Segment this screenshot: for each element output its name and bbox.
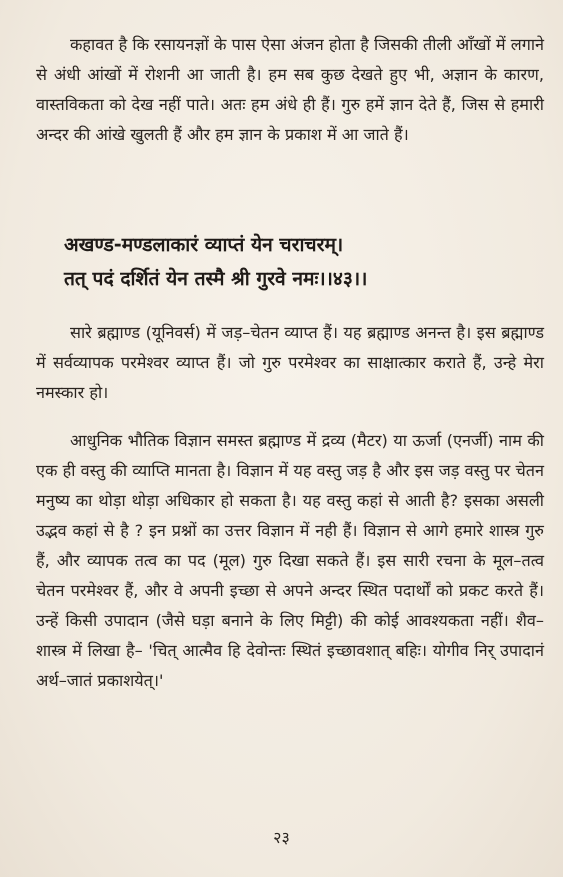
- intro-paragraph: कहावत है कि रसायनज्ञों के पास ऐसा अंजन होता है जिसकी तीली आँखों में लगाने से अंधी आंखों में रोशनी आ जाती है। हम सब कुछ देखते हुए भी, अज्ञान के कारण, वास्तविकता को देख नहीं पाते। अतः हम अंधे ही हैं। गुरु हमें ज्ञान देते हैं, जिस से हमारी अन्दर की आंखे खुलती हैं और हम ज्ञान के प्रकाश में आ जाते हैं।: [36, 35, 544, 144]
- verse-line-1: अखण्ड-मण्डलाकारं व्याप्तं येन चराचरम्।: [64, 233, 344, 256]
- verse-line-2: तत् पदं दर्शितं येन तस्मै श्री गुरवे नमः।।४३।।: [64, 267, 368, 290]
- sanskrit-verse: [64, 228, 544, 296]
- explanation-paragraph: सारे ब्रह्माण्ड (यूनिवर्स) में जड़–चेतन व्याप्त हैं। यह ब्रह्माण्ड अनन्त है। इस ब्रह्माण्ड में सर्वव्यापक परमेश्वर व्याप्त हैं। जो गुरु परमेश्वर का साक्षात्कार कराते हैं, उन्हे मेरा नमस्कार हो।: [36, 323, 544, 402]
- science-paragraph: आधुनिक भौतिक विज्ञान समस्त ब्रह्माण्ड में द्रव्य (मैटर) या ऊर्जा (एनर्जी) नाम की एक ही वस्तु की व्याप्ति मानता है। विज्ञान में यह वस्तु जड़ है और इस जड़ वस्तु पर चेतन मनुष्य का थोड़ा थोड़ा अधिकार हो सकता है। यह वस्तु कहां से आती है? इसका असली उद्भव कहां से है ? इन प्रश्नों का उत्तर विज्ञान में नही हैं। विज्ञान से आगे हमारे शास्त्र गुरु हैं, और व्यापक तत्व का पद (मूल) गुरु दिखा सकते हैं। इस सारी रचना के मूल–तत्व चेतन परमेश्वर हैं, और वे अपनी इच्छा से अपने अन्दर स्थित पदार्थों को प्रकट करते हैं। उन्हें किसी उपादान (जैसे घड़ा बनाने के लिए मिट्टी) की कोई आवश्यकता नहीं। शैव–शास्त्र में लिखा है– 'चित् आत्मैव हि देवोन्तः स्थितं इच्छावशात् बहिः। योगीव निर् उपादानं अर्थ–जातं प्रकाशयेत्।': [36, 431, 544, 690]
- page-number: २३: [273, 828, 290, 847]
